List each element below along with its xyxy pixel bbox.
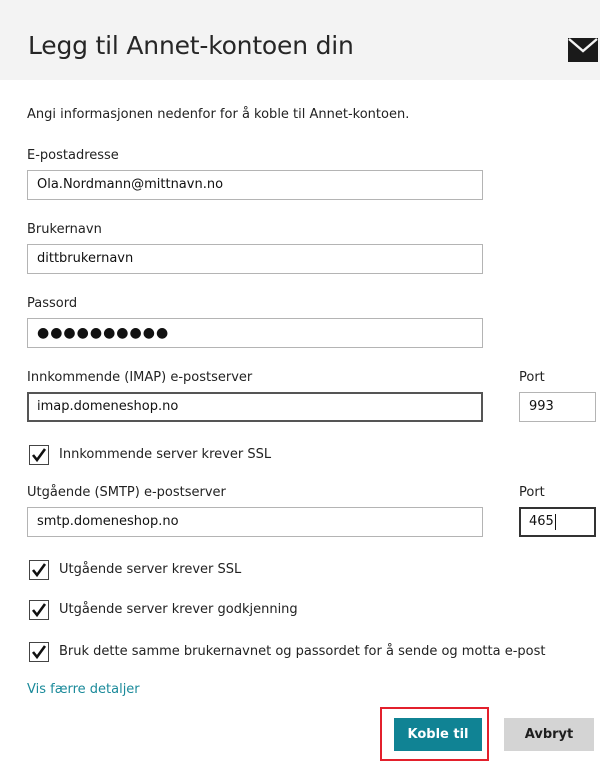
checkbox-label: Utgående server krever godkjenning (59, 602, 298, 617)
cancel-button[interactable]: Avbryt (504, 718, 594, 751)
checkbox-box[interactable] (29, 600, 49, 620)
intro-text: Angi informasjonen nedenfor for å koble til Annet-kontoen. (27, 107, 410, 122)
checkmark-icon (31, 447, 47, 463)
incoming-port-field[interactable]: 993 (519, 392, 596, 422)
show-fewer-details-link[interactable]: Vis færre detaljer (27, 682, 140, 697)
incoming-server-label: Innkommende (IMAP) e-postserver (27, 370, 253, 385)
outgoing-server-label: Utgående (SMTP) e-postserver (27, 485, 226, 500)
email-field[interactable]: Ola.Nordmann@mittnavn.no (27, 170, 483, 200)
outgoing-port-field[interactable] (519, 507, 596, 537)
checkmark-icon (31, 562, 47, 578)
connect-button[interactable]: Koble til (394, 718, 482, 751)
username-label: Brukernavn (27, 222, 102, 237)
page-title: Legg til Annet-kontoen din (28, 31, 354, 60)
outgoing-port-value: 465 (529, 514, 554, 529)
incoming-port-label: Port (519, 370, 545, 385)
password-label: Passord (27, 296, 78, 311)
outgoing-port-label: Port (519, 485, 545, 500)
email-label: E-postadresse (27, 148, 119, 163)
checkbox-label: Bruk dette samme brukernavnet og passordet for å sende og motta e-post (59, 644, 546, 659)
outgoing-server-field[interactable]: smtp.domeneshop.no (27, 507, 483, 537)
checkmark-icon (31, 644, 47, 660)
mail-icon (568, 38, 598, 62)
checkbox-label: Innkommende server krever SSL (59, 447, 272, 462)
password-field[interactable]: ●●●●●●●●●● (27, 318, 483, 348)
page-header (0, 0, 600, 80)
checkbox-box[interactable] (29, 560, 49, 580)
checkbox-label: Utgående server krever SSL (59, 562, 242, 577)
text-caret (555, 514, 556, 530)
incoming-server-field[interactable]: imap.domeneshop.no (27, 392, 483, 422)
checkmark-icon (31, 602, 47, 618)
checkbox-box[interactable] (29, 445, 49, 465)
username-field[interactable]: dittbrukernavn (27, 244, 483, 274)
checkbox-box[interactable] (29, 642, 49, 662)
